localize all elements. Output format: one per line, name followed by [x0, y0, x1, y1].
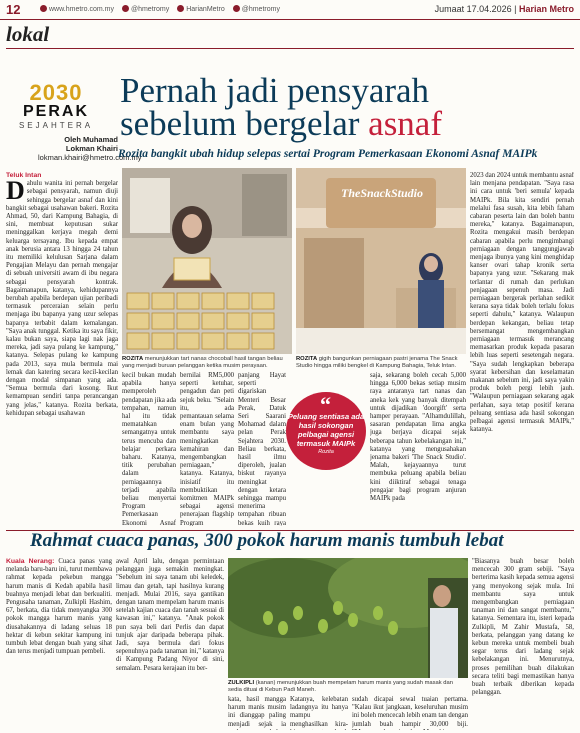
drop-cap: D — [6, 176, 25, 206]
facebook-icon — [177, 5, 184, 12]
social-links — [40, 5, 280, 13]
photo-snack-studio — [296, 168, 466, 354]
photo-caption-1: ROZITA menunjukkan tart nanas chocoball hasil tangan beliau yang menjadi buruan pelanggan ketika musim perayaan. — [122, 356, 283, 369]
social-web[interactable]: www.hmetro.com.my — [40, 5, 114, 13]
article-column-2: kecil bukan mudah apabila hanya memperoleh pendapatan jika ada tempahan, namun hal itu tidak mematahkan semangatnya untuk terus mencuba dan belajar perkara baharu. Katanya, titik perubahan dalam perniagaannya terjadi apabila beliau menyertai Program Pemerkasaan Ekonomi Asnaf — [122, 372, 176, 526]
article2-headline: Rahmat cuaca panas, 300 pokok harum manis tumbuh lebat — [30, 530, 504, 551]
section-title: lokal — [6, 22, 50, 46]
social-instagram[interactable]: @hmetromy — [233, 5, 280, 13]
article2-column-1: Kuala Nerang: Cuaca panas yang melanda baru-baru ini, turut membawa rahmat kepada pekebun mangga harum manis di Kedah apabila hasil buahnya menjadi lebat dan berkualiti. Pengusaha tanaman, Zulkipli Hashim, 67, berkata, dia tidak menyangka 300 pokok mangga harum manis yang diusahakannya di ladang seluas 18 hektar di kebun sekitar kampung ini tumbuh lebat dengan buah yang sihat dan terus menjadi tumpuan pembeli. — [6, 558, 112, 656]
article2-column-3: kata, hasil mangga harum manis musim ini dianggap paling menjadi sejak ia — [228, 696, 286, 728]
section-divider — [6, 48, 574, 49]
globe-icon — [40, 5, 47, 12]
photo-mango-orchard — [228, 558, 468, 678]
photo-rozita-tart — [122, 168, 292, 354]
photo-caption-3: ZULKIPLI (kanan) menunjukkan buah mempelam harum manis yang sudah masak dan sedia dituai di Kebun Padi Maneh. — [228, 680, 453, 693]
dateline: Teluk Intan — [6, 172, 42, 179]
byline: Oleh Muhamad Lokman Khairi lokman.khairi@hmetro.com.my — [38, 135, 142, 162]
article-column-4: panjang Hayat seperti digariskan Menteri Besar Perak, Datuk Seri Saarani Mohamad dalam pelan Perak Sejahtera 2030. Beliau berkata, hasil ilmu diperoleh, jualan biskut rayanya meningkat dengan ketara sehingga mampu menerima tempahan ribuan bekas kuih raya — [238, 372, 286, 526]
article-deck: Rozita bangkit ubah hidup selepas sertai Program Pemerkasaan Ekonomi Asnaf MAIPk — [118, 148, 538, 160]
article2-column-2: awal April lalu, dengan permintaan pelanggan juga semakin meningkat. "Sebelum ini saya tanam ubi keledek, limau dan getah, tapi hasilnya kurang menjadi. Mulai 2016, saya gantikan dengan tanam mempelam harum manis setelah kajian cuaca dan tanah sesuai di kawasan ini," katanya. "Anak pokok pun saya beli dari Perlis dan dapat tunjuk ajar daripada beberapa pihak. Jadi, saya bermula dari fokus sepenuhnya pada tanaman ini," katanya di Kampung Padang Niyor di sini, semalam. Pesara kerajaan itu ber- — [116, 558, 224, 672]
social-twitter[interactable]: @hmetromy — [122, 5, 169, 13]
article2-column-4: Katanya, kelebatan ladangnya itu hanya mampu menghasilkan kira- — [290, 696, 348, 728]
author-email[interactable]: lokman.khairi@hmetro.com.my — [38, 153, 142, 162]
quote-mark-icon: “ — [320, 392, 331, 417]
article-column-6: 2023 dan 2024 untuk membantu asnaf lain menjana pendapatan. "Saya rasa ini cara untuk 'beri semula' kepada MAIPk. Bila kita sendiri pernah melalui fasa susah, kita lebih faham cabaran peserta lain dan boleh bantu mereka," katanya. Bagaimanapun, Rozita mengakui masih berdepan cabaran apabila perlu mengimbangi perniagaan dengan tanggungjawab menjaga ibunya yang kini menghidap kanser ovari tahap kronik serta bapanya yang uzur. "Sekarang mak terlantar di rumah dan perlukan penjagaan sepenuh masa. Jadi perniagaan bergerak perlahan sedikit kerana saya tidak boleh terlalu fokus seperti dahulu," katanya. Walaupun berdepan kekangan, beliau tetap bersemangat mengembangkan perniagaan termasuk merancang memasarkan produk kepada pasaran lebih luas seperti sesetengah negara. "Saya sudah lengkapkan beberapa syarat kebersihan dan keselamatan makanan sebelum ini, jadi saya yakin produk boleh pergi lebih jauh. "Walaupun perniagaan sekarang agak perlahan, saya tetap positif kerana peluang sentiasa ada hasil sokongan pelbagai agensi termasuk MAIPk," katanya. — [470, 172, 574, 434]
article-column-3: bernilai RM5,000 seperti ketuhar, pengadun dan peti sejuk beku. "Selain itu, ada pemantauan selama enam bulan yang membantu saya meningkatkan kemahiran dan mengembangkan perniagaan," katanya. Katanya, inisiatif itu membuktikan komitmen MAIPk sebagai agensi penerajaan flagship Program — [180, 372, 234, 526]
shop-sign: TheSnackStudio — [340, 186, 424, 200]
article-column-5: saja, sekarang boleh cecah 5,000 hingga 6,000 bekas setiap musim raya antaranya tart nanas dan aneka kek yang banyak ditempah untuk dijadikan 'doorgift' serta hamper perayaan. "Alhamdulillah, sasaran pendapatan lima angka juga berjaya dicapai sejak beberapa tahun kebelakangan ini," katanya yang mengusahakan jenama bakeri 'The Snack Studio'. Malah, kejayaannya turut membuka peluang apabila beliau kini diiktiraf sebagai tenaga pengajar bagi program anjuran MAIPk pada — [370, 372, 466, 503]
article2-column-6: "Biasanya buah besar boleh mencecah 300 gram sebiji. "Saya berterima kasih kepada semua agensi yang menyokong sejak mula. Ini membantu saya untuk mengembangkan perniagaan tanaman ini dan sangat membantu," katanya. Sementara itu, isteri kepada Zulkipli, M Zahir Mustafa, 58, berkata, pelanggan yang datang ke kebun mereka untuk membeli buah segar terus dari ladang sejak kebelakangan ini. Menurutnya, proses pemilihan buah dilakukan secara teliti bagi memastikan hanya buah terbaik diberikan kepada pelanggan. — [472, 558, 574, 697]
article2-dateline: Kuala Nerang: — [6, 558, 55, 565]
twitter-icon — [122, 5, 129, 12]
page-number: 12 — [6, 2, 21, 17]
perak-sejahtera-logo: 2030 PERAK SEJAHTERA — [18, 80, 94, 130]
article2-column-5: sudah dicapai sewal tuaian pertama. "Kalau ikut jangkaan, keseluruhan musim ini boleh mencecah lebih enam tan dengan jumlah buah hampir 30,000 biji. — [352, 696, 468, 728]
photo-caption-2: ROZITA gigih bangunkan perniagaan pastri jenama The Snack Studio hingga miliki bengkel di Kampung Bahagia, Teluk Intan. — [296, 356, 458, 369]
social-facebook[interactable]: HarianMetro — [177, 5, 225, 13]
masthead-bar — [0, 0, 580, 20]
pull-quote: “ Peluang sentiasa ada hasil sokongan pelbagai agensi termasuk MAIPk Rozita — [286, 392, 366, 470]
brand-name: Harian Metro — [518, 4, 574, 14]
instagram-icon — [233, 5, 240, 12]
issue-date: Jumaat 17.04.2026 | Harian Metro — [434, 4, 574, 14]
article-headline: Pernah jadi pensyarah sebelum bergelar asnaf — [120, 71, 443, 143]
article-column-1: Teluk Intan D ahulu wanita ini pernah bergelar sebagai pensyarah, namun diuji sehingga bergelar asnaf dan kini bangkit sebagai usahawan bakeri. Rozita Ahmad, 50, dari Kampung Bahagia, di sini, membuat keputusan sukar meninggalkan kerjaya megah demi keluarga tersayang. Ibu kepada empat anak berusia antara 13 hingga 24 tahun itu memiliki kelulusan Sarjana dalam Pengajian Melayu dan pernah mengajar di sebuah universiti awam di ibu negara sebagai pensyarah kontrak. Bagaimanapun, katanya, kehidupannya berubah apabila berdepan ujian peribadi termasuk perceraian selain perlu menjaga ibu bapanya yang uzur selepas bapanya terbabit dalam kemalangan. "Saya anak tunggal. Ketika itu saya fikir, kalau bukan saya, siapa lagi nak jaga mereka, jadi saya pulang ke kampung," katanya. Selepas pulang ke kampung pada 2013, saya mula bermula mai lemak dan katering secara kecil-kecilan dengan modal simpanan yang ada. "Semua bermula dari kosong. Ikut kemampuan sendiri tanpa perancangan yang jelas," katanya. Rozita berkata, kehidupan sebagai usahawan — [6, 172, 118, 417]
